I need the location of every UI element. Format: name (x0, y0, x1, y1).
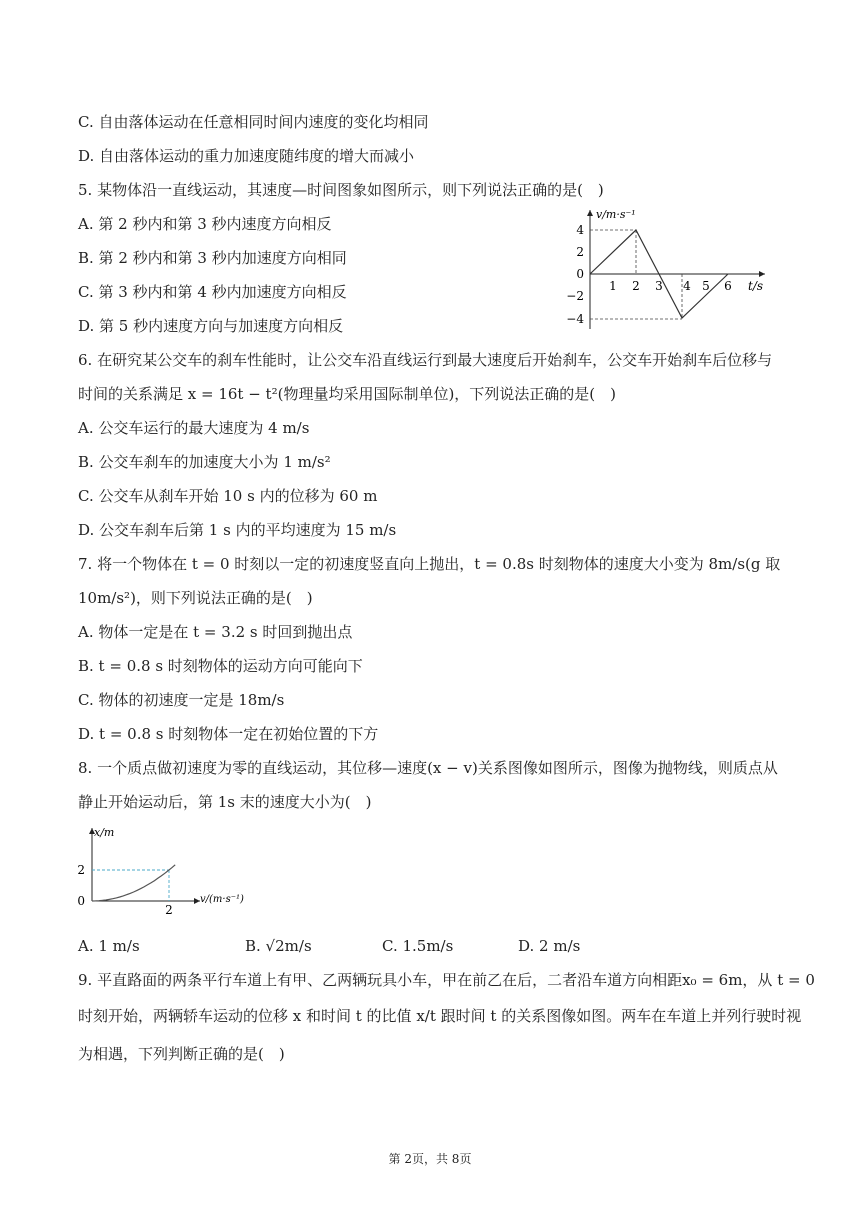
vt-xtick-3: 3 (655, 279, 663, 293)
xv-ytick-2: 2 (77, 863, 85, 877)
q7-option-d: D. t = 0.8 s 时刻物体一定在初始位置的下方 (78, 725, 379, 743)
vt-ytick-0: 0 (576, 267, 584, 281)
position-velocity-graph (72, 822, 272, 918)
q9-stem-line1: 9. 平直路面的两条平行车道上有甲、乙两辆玩具小车，甲在前乙在后，二者沿车道方向相距x₀ = 6m，从 t = 0 (78, 971, 815, 989)
q6-option-b: B. 公交车刹车的加速度大小为 1 m/s² (78, 453, 331, 471)
q9-stem-line3: 为相遇，下列判断正确的是( ) (78, 1045, 285, 1063)
xv-origin-label: 0 (77, 894, 85, 908)
xv-xlabel: v/(m·s⁻¹) (200, 894, 244, 905)
xv-xtick-2: 2 (165, 903, 173, 917)
vt-ytick-neg2: −2 (566, 289, 584, 303)
q7-option-a: A. 物体一定是在 t = 3.2 s 时回到抛出点 (78, 623, 353, 641)
vt-ylabel: v/m·s⁻¹ (596, 208, 636, 221)
q8-stem-line2: 静止开始运动后，第 1s 末的速度大小为( ) (78, 793, 372, 811)
vt-ytick-2: 2 (576, 245, 584, 259)
vt-ytick-neg4: −4 (566, 312, 584, 326)
q6-option-c: C. 公交车从刹车开始 10 s 内的位移为 60 m (78, 487, 378, 505)
q6-option-d: D. 公交车刹车后第 1 s 内的平均速度为 15 m/s (78, 521, 397, 539)
vt-ytick-4: 4 (576, 223, 584, 237)
q8-stem-line1: 8. 一个质点做初速度为零的直线运动，其位移—速度(x − v)关系图像如图所示，图像为抛物线，则质点从 (78, 759, 778, 777)
velocity-time-graph (560, 204, 780, 334)
xv-guide-lines (92, 870, 169, 901)
q5-option-a: A. 第 2 秒内和第 3 秒内速度方向相反 (78, 215, 332, 233)
q9-stem-line2: 时刻开始，两辆轿车运动的位移 x 和时间 t 的比值 x/t 跟时间 t 的关系图像如图。两车在车道上并列行驶时视 (78, 1007, 802, 1025)
vt-xtick-4: 4 (683, 279, 691, 293)
q5-option-d: D. 第 5 秒内速度方向与加速度方向相反 (78, 317, 344, 335)
vt-xlabel: t/s (748, 279, 764, 293)
q5-option-c: C. 第 3 秒内和第 4 秒内加速度方向相反 (78, 283, 347, 301)
q5-stem: 5. 某物体沿一直线运动，其速度—时间图象如图所示，则下列说法正确的是( ) (78, 181, 604, 199)
q6-stem-line1: 6. 在研究某公交车的刹车性能时，让公交车沿直线运行到最大速度后开始刹车，公交车开始刹车后位移与 (78, 351, 773, 369)
q5-option-b: B. 第 2 秒内和第 3 秒内加速度方向相同 (78, 249, 347, 267)
q8-option-a: A. 1 m/s (78, 937, 140, 955)
q6-option-a: A. 公交车运行的最大速度为 4 m/s (78, 419, 310, 437)
page-footer: 第 2页，共 8页 (388, 1152, 472, 1166)
vt-xtick-1: 1 (609, 279, 617, 293)
q7-option-c: C. 物体的初速度一定是 18m/s (78, 691, 285, 709)
q7-stem-line2: 10m/s²)，则下列说法正确的是( ) (78, 589, 313, 607)
q4-option-c: C. 自由落体运动在任意相同时间内速度的变化均相同 (78, 113, 429, 131)
q6-stem-line2: 时间的关系满足 x = 16t − t²(物理量均采用国际制单位)，下列说法正确的是( ) (78, 385, 617, 403)
q8-option-c: C. 1.5m/s (382, 937, 454, 955)
xv-ylabel: x/m (94, 826, 115, 839)
q8-option-d: D. 2 m/s (518, 937, 581, 955)
vt-xtick-6: 6 (724, 279, 732, 293)
q7-stem-line1: 7. 将一个物体在 t = 0 时刻以一定的初速度竖直向上抛出，t = 0.8s 时刻物体的速度大小变为 8m/s(g 取 (78, 555, 781, 573)
vt-xtick-2: 2 (632, 279, 640, 293)
q4-option-d: D. 自由落体运动的重力加速度随纬度的增大而减小 (78, 147, 415, 165)
vt-xtick-5: 5 (702, 279, 710, 293)
q8-option-b: B. √2m/s (245, 937, 312, 955)
q7-option-b: B. t = 0.8 s 时刻物体的运动方向可能向下 (78, 657, 363, 675)
